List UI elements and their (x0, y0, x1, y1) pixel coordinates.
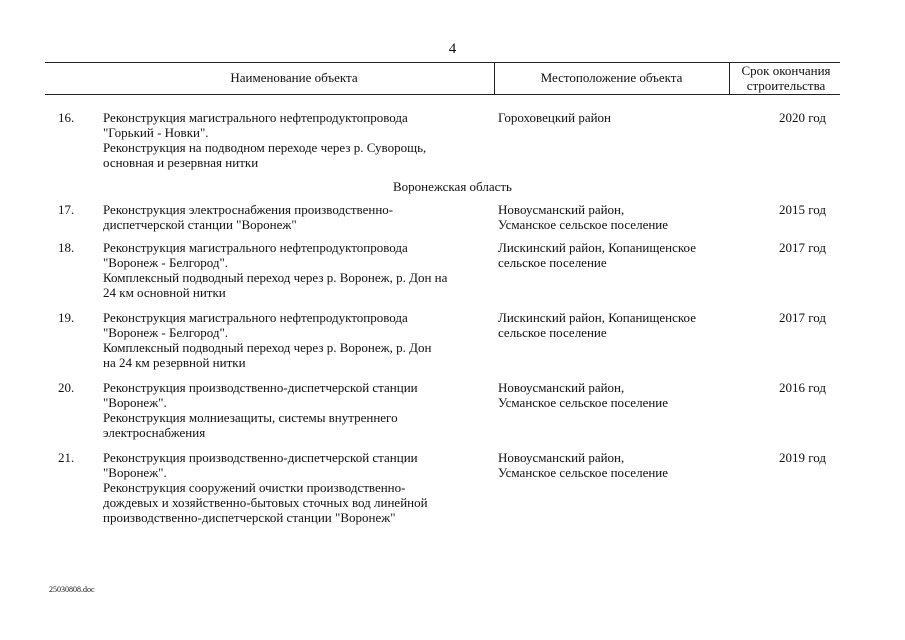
row-description (103, 310, 488, 370)
location-line: Усманское сельское поселение (498, 395, 669, 410)
description-line: диспетчерской станции "Воронеж" (103, 217, 297, 232)
description-line: Реконструкция магистрального нефтепродуктопровода (103, 240, 408, 255)
description-line: электроснабжения (103, 425, 206, 440)
row-location (498, 240, 728, 270)
row-description (103, 380, 488, 440)
header-top-rule (45, 62, 840, 63)
location-line: Усманское сельское поселение (498, 217, 669, 232)
row-number: 21. (58, 450, 75, 465)
row-completion-year: 2019 год (779, 450, 826, 465)
row-location (498, 202, 728, 232)
description-line: Реконструкция на подводном переходе через р. Суворощь, (103, 140, 427, 155)
row-number: 19. (58, 310, 75, 325)
description-line: дождевых и хозяйственно-бытовых сточных вод линейной (103, 495, 428, 510)
location-line: сельское поселение (498, 255, 607, 270)
header-bottom-rule (45, 94, 840, 95)
document-filename: 25030808.doc (49, 585, 95, 594)
region-heading: Воронежская область (393, 179, 512, 194)
header-location: Местоположение объекта (540, 70, 683, 85)
row-number: 16. (58, 110, 75, 125)
row-completion-year: 2015 год (779, 202, 826, 217)
description-line: производственно-диспетчерской станции "Воронеж" (103, 510, 396, 525)
location-line: Усманское сельское поселение (498, 465, 669, 480)
row-description (103, 110, 488, 170)
row-location (498, 380, 728, 410)
location-line: Новоусманский район, (498, 202, 625, 217)
description-line: Комплексный подводный переход через р. Воронеж, р. Дон на (103, 270, 448, 285)
location-line: Лискинский район, Копанищенское (498, 310, 696, 325)
description-line: Реконструкция магистрального нефтепродуктопровода (103, 110, 408, 125)
row-location (498, 110, 728, 125)
row-completion-year: 2016 год (779, 380, 826, 395)
row-location (498, 450, 728, 480)
row-description (103, 202, 488, 232)
location-line: сельское поселение (498, 325, 607, 340)
location-line: Гороховецкий район (498, 110, 612, 125)
row-description (103, 450, 488, 525)
description-line: "Горький - Новки". (103, 125, 209, 140)
description-line: Реконструкция магистрального нефтепродуктопровода (103, 310, 408, 325)
row-number: 20. (58, 380, 75, 395)
description-line: "Воронеж". (103, 465, 167, 480)
description-line: 24 км основной нитки (103, 285, 226, 300)
row-completion-year: 2020 год (779, 110, 826, 125)
row-number: 18. (58, 240, 75, 255)
description-line: Реконструкция производственно-диспетчерской станции (103, 450, 418, 465)
description-line: основная и резервная нитки (103, 155, 259, 170)
description-line: Комплексный подводный переход через р. Воронеж, р. Дон (103, 340, 432, 355)
location-line: Новоусманский район, (498, 450, 625, 465)
row-description (103, 240, 488, 300)
row-location (498, 310, 728, 340)
description-line: Реконструкция молниезащиты, системы внутреннего (103, 410, 398, 425)
location-line: Лискинский район, Копанищенское (498, 240, 696, 255)
header-completion-term (730, 63, 842, 93)
row-completion-year: 2017 год (779, 240, 826, 255)
description-line: Реконструкция электроснабжения производственно- (103, 202, 394, 217)
description-line: на 24 км резервной нитки (103, 355, 246, 370)
description-line: "Воронеж - Белгород". (103, 255, 229, 270)
row-completion-year: 2017 год (779, 310, 826, 325)
header-name: Наименование объекта (230, 70, 358, 85)
header-term-line: Срок окончания (741, 63, 831, 78)
page-number: 4 (448, 41, 457, 57)
description-line: "Воронеж - Белгород". (103, 325, 229, 340)
description-line: Реконструкция сооружений очистки производственно- (103, 480, 406, 495)
location-line: Новоусманский район, (498, 380, 625, 395)
header-term-line: строительства (746, 78, 826, 93)
description-line: "Воронеж". (103, 395, 167, 410)
row-number: 17. (58, 202, 75, 217)
description-line: Реконструкция производственно-диспетчерской станции (103, 380, 418, 395)
